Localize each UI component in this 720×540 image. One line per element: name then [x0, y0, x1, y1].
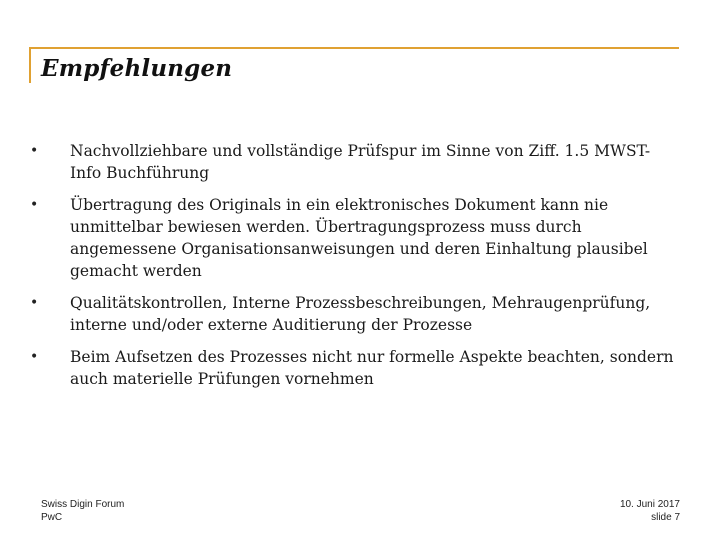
- bullet-marker: •: [30, 143, 39, 159]
- footer-slide-number: slide 7: [651, 512, 680, 523]
- bullet-text: Beim Aufsetzen des Prozesses nicht nur formelle Aspekte beachten, sondern auch materielle Prüfungen vornehmen: [70, 348, 674, 388]
- footer-event-name: Swiss Digin Forum: [41, 499, 125, 510]
- bullet-item: [30, 140, 680, 184]
- footer-right: [620, 498, 680, 524]
- title-frame-left-rule: [29, 47, 31, 83]
- slide-title: Empfehlungen: [41, 55, 233, 82]
- bullet-item: [30, 346, 680, 390]
- bullet-text: Nachvollziehbare und vollständige Prüfspur im Sinne von Ziff. 1.5 MWST-Info Buchführung: [70, 142, 651, 182]
- title-frame-top-rule: [29, 47, 679, 49]
- bullet-list: [30, 140, 680, 390]
- footer-left: [41, 498, 124, 524]
- bullet-text: Übertragung des Originals in ein elektronisches Dokument kann nie unmittelbar bewiesen werden. Übertragungsprozess muss durch angemessene Organisationsanweisungen und deren Einhaltung plausibel gemacht werden: [70, 196, 648, 280]
- footer-date: 10. Juni 2017: [619, 499, 680, 510]
- bullet-item: [30, 194, 680, 282]
- bullet-marker: •: [30, 197, 39, 213]
- bullet-marker: •: [30, 349, 39, 365]
- footer-company-name: PwC: [41, 512, 63, 523]
- bullet-marker: •: [30, 295, 39, 311]
- bullet-text: Qualitätskontrollen, Interne Prozessbeschreibungen, Mehraugenprüfung, interne und/oder externe Auditierung der Prozesse: [70, 294, 651, 334]
- bullet-item: [30, 292, 680, 336]
